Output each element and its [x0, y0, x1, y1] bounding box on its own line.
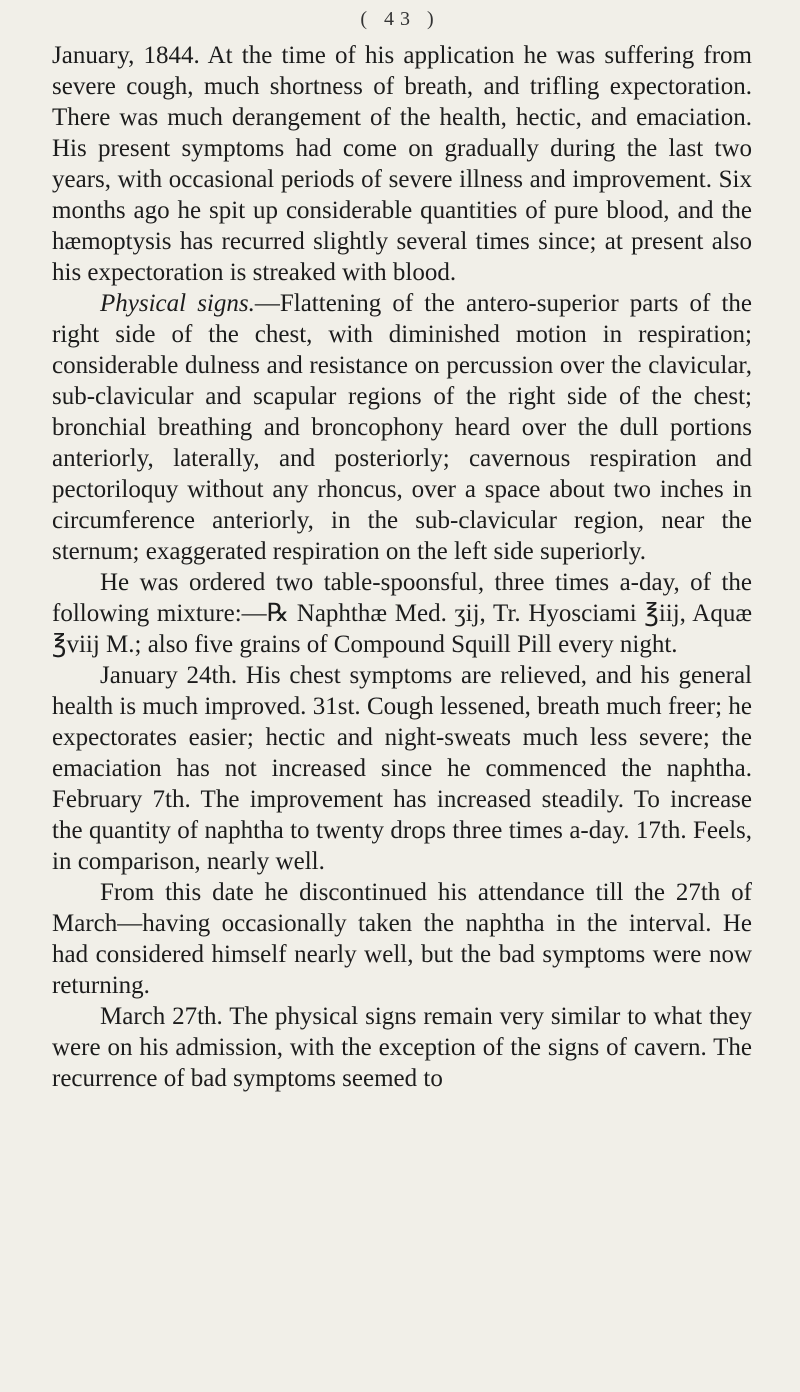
page-number: ( 43 ) — [360, 8, 440, 30]
physical-signs-heading: Physical signs. — [100, 290, 255, 317]
paragraph-prescription: He was ordered two table-spoonsful, three times a-day, of the following mixture:—℞ Naphthæ Med. ʒij, Tr. Hyosciami ℥iij, Aquæ ℥viij M.; also five grains of Compound Squill Pill every night. — [52, 569, 752, 658]
paragraph-discontinued: From this date he discontinued his attendance till the 27th of March—having occasionally taken the naphtha in the interval. He had considered himself nearly well, but the bad symptoms were now returning. — [52, 879, 752, 999]
paragraph-january-progress: January 24th. His chest symptoms are relieved, and his general health is much improved. 31st. Cough lessened, breath much freer; he expectorates easier; hectic and night-sweats much less severe; the emaciation has not increased since he commenced the naphtha. February 7th. The improvement has increased steadily. To increase the quantity of naphtha to twenty drops three times a-day. 17th. Feels, in comparison, nearly well. — [52, 662, 752, 875]
paragraph-march: March 27th. The physical signs remain very similar to what they were on his admission, with the exception of the signs of cavern. The recurrence of bad symptoms seemed to — [52, 1003, 752, 1092]
paragraph-history: January, 1844. At the time of his application he was suffering from severe cough, much shortness of breath, and trifling expectoration. There was much derangement of the health, hectic, and emaciation. His present symptoms had come on gradually during the last two years, with occasional periods of severe illness and improvement. Six months ago he spit up considerable quantities of pure blood, and the hæmoptysis has recurred slightly several times since; at present also his expectoration is streaked with blood. — [52, 42, 752, 286]
paragraph-physical-signs — [52, 288, 752, 567]
body-text — [52, 40, 752, 1094]
physical-signs-text: —Flattening of the antero-superior parts of the right side of the chest, with diminished motion in respiration; considerable dulness and resistance on percussion over the clavicular, sub-clavicular and scapular regions of the right side of the chest; bronchial breathing and broncophony heard over the dull portions anteriorly, laterally, and posteriorly; cavernous respiration and pectoriloquy without any rhoncus, over a space about two inches in circumference anteriorly, in the sub-clavicular region, near the sternum; exaggerated respiration on the left side superiorly. — [52, 290, 752, 565]
